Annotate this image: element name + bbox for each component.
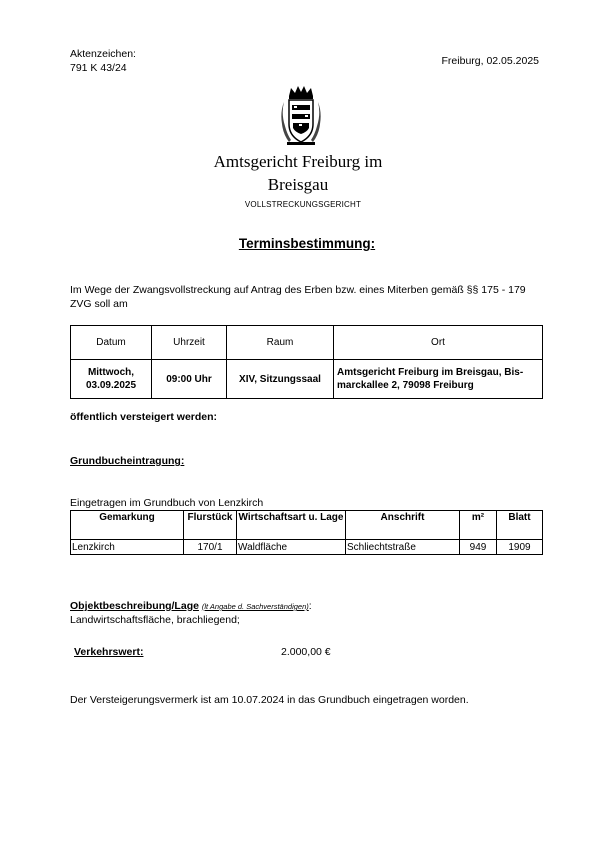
aktenzeichen	[70, 47, 136, 75]
versteigert-text: öffentlich versteigert werden:	[70, 411, 218, 423]
court-name	[0, 150, 596, 196]
grundbuch-table	[70, 510, 543, 555]
cell-gemarkung: Lenzkirch	[71, 540, 184, 555]
termin-table	[70, 325, 543, 399]
termin-uhrzeit: 09:00 Uhr	[152, 360, 227, 399]
court-name-line2: Breisgau	[267, 175, 329, 194]
header-uhrzeit: Uhrzeit	[152, 326, 227, 360]
vermerk-text: Der Versteigerungsvermerk ist am 10.07.2024 in das Grundbuch eingetragen worden.	[70, 694, 469, 706]
termin-ort-line1: Amtsgericht Freiburg im Breisgau, Bis-	[337, 367, 524, 378]
verkehrswert-value: 2.000,00 €	[281, 646, 331, 658]
cell-anschrift: Schliechtstraße	[346, 540, 460, 555]
place-date: Freiburg, 02.05.2025	[441, 55, 539, 67]
court-name-line1: Amtsgericht Freiburg im	[213, 152, 383, 171]
header-wirtschaftsart: Wirtschaftsart u. Lage	[237, 511, 346, 540]
header-gemarkung: Gemarkung	[71, 511, 184, 540]
termin-ort-line2: marckallee 2, 79098 Freiburg	[337, 380, 474, 391]
header-qm: m²	[460, 511, 497, 540]
objekt-heading-note: (lt Angabe d. Sachverständigen)	[201, 602, 309, 611]
verkehrswert-label: Verkehrswert:	[74, 646, 144, 658]
objekt-heading	[70, 600, 312, 612]
termin-header-row	[71, 326, 543, 360]
termin-datum	[71, 360, 152, 399]
termin-raum: XIV, Sitzungssaal	[227, 360, 334, 399]
cell-blatt: 1909	[497, 540, 543, 555]
termin-row	[71, 360, 543, 399]
objekt-text: Landwirtschaftsfläche, brachliegend;	[70, 614, 240, 626]
court-division: VOLLSTRECKUNGSGERICHT	[244, 200, 362, 209]
cell-flurstueck: 170/1	[184, 540, 237, 555]
cell-qm: 949	[460, 540, 497, 555]
header-flurstueck: Flurstück	[184, 511, 237, 540]
header-blatt: Blatt	[497, 511, 543, 540]
header-ort: Ort	[334, 326, 543, 360]
intro-text: Im Wege der Zwangsvollstreckung auf Antrag des Erben bzw. eines Miterben gemäß §§ 175 - 179 ZVG soll am	[70, 284, 526, 310]
header-raum: Raum	[227, 326, 334, 360]
table-row	[71, 540, 543, 555]
aktenzeichen-label: Aktenzeichen:	[70, 48, 136, 60]
aktenzeichen-value: 791 K 43/24	[70, 62, 127, 74]
termin-ort	[334, 360, 543, 399]
document-title: Terminsbestimmung:	[238, 236, 376, 251]
header-anschrift: Anschrift	[346, 511, 460, 540]
termin-datum-line1: Mittwoch,	[87, 367, 135, 378]
grundbuch-header-row	[71, 511, 543, 540]
termin-datum-line2: 03.09.2025	[85, 380, 137, 391]
grundbuch-eingetragen: Eingetragen im Grundbuch von Lenzkirch	[70, 497, 264, 509]
header-datum: Datum	[71, 326, 152, 360]
objekt-heading-text: Objektbeschreibung/Lage	[70, 600, 199, 612]
coat-of-arms-icon	[281, 84, 321, 146]
objekt-heading-colon: :	[308, 600, 312, 612]
cell-wirtschaftsart: Waldfläche	[237, 540, 346, 555]
grundbuch-heading: Grundbucheintragung:	[70, 455, 185, 467]
